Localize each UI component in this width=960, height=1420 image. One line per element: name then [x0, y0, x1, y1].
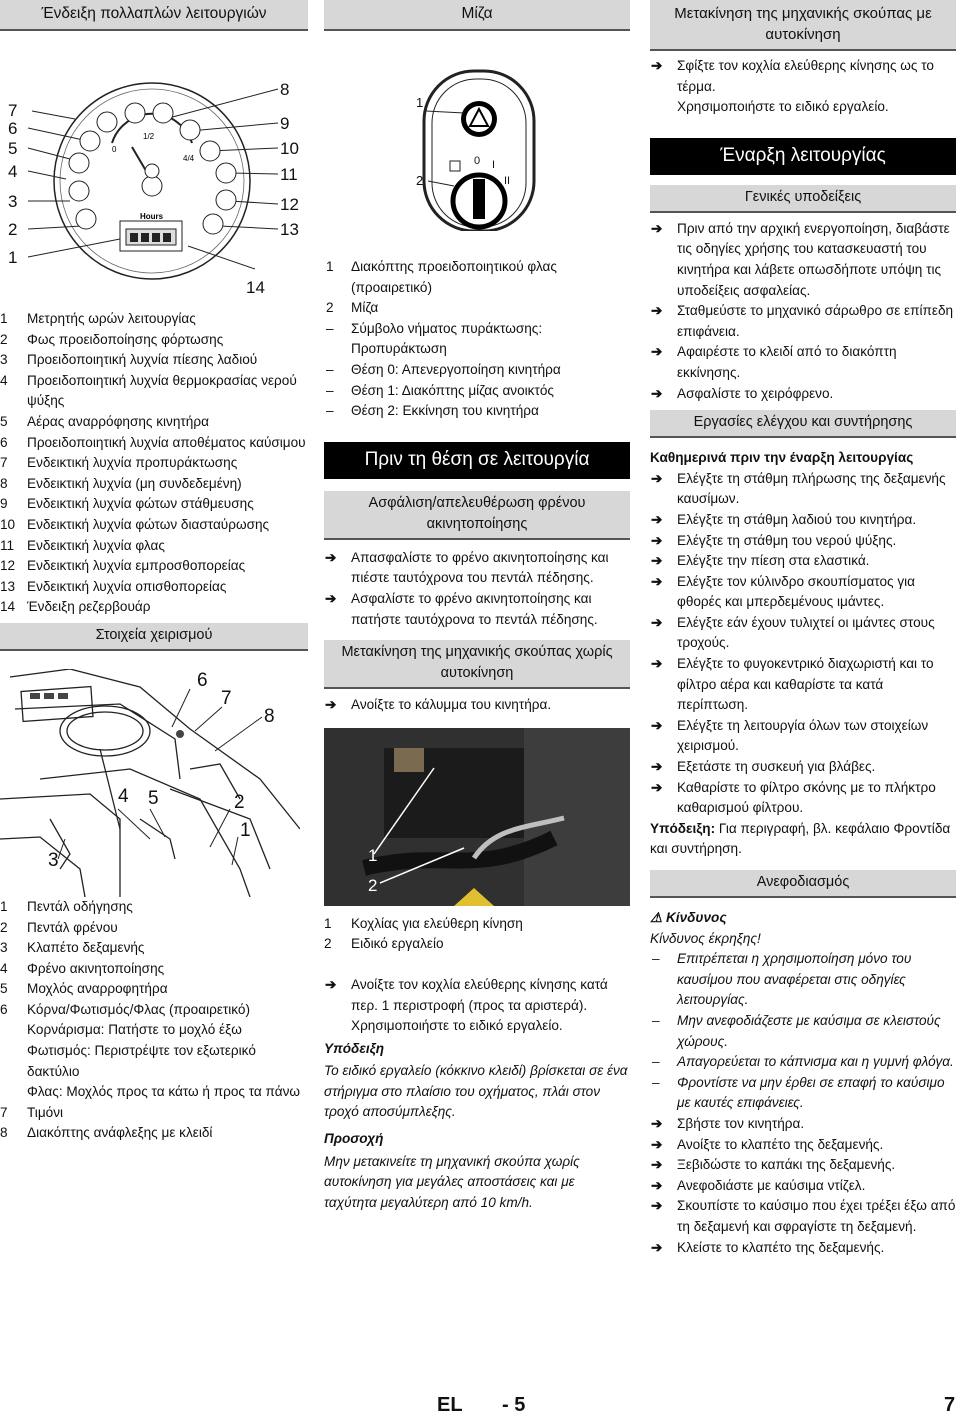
section-header-refuel: Ανεφοδιασμός — [650, 870, 956, 898]
svg-text:1/2: 1/2 — [143, 132, 155, 141]
legend-number: 11 — [0, 537, 15, 553]
arrow-step — [324, 548, 630, 589]
legend-item — [0, 412, 308, 433]
step-text: Σβήστε τον κινητήρα. — [677, 1115, 805, 1131]
legend-item — [0, 556, 308, 577]
legend-item — [324, 914, 630, 935]
svg-text:Hours: Hours — [140, 212, 164, 221]
arrow-right-icon: ➔ — [325, 590, 337, 606]
general-notes-list — [650, 219, 956, 404]
caution-text: Μην μετακινείτε τη μηχανική σκούπα χωρίς αυτοκίνηση για μεγάλες αποστάσεις και με ταχύτητα μεγαλύτερη από 10 km/h. — [324, 1153, 580, 1210]
legend-text: Ενδεικτική λυχνία οπισθοπορείας — [27, 578, 227, 594]
step-text: Ανοίξτε το κάλυμμα του κινητήρα. — [351, 697, 552, 713]
arrow-right-icon: ➔ — [651, 532, 663, 548]
arrow-step — [650, 716, 956, 757]
column-3 — [650, 0, 956, 1258]
step-text: Ελέγξτε τη στάθμη πλήρωσης της δεξαμενής καυσίμων. — [677, 470, 946, 507]
legend-number: 12 — [0, 558, 16, 574]
fig1-label-13: 13 — [280, 220, 299, 239]
arrow-step — [650, 1176, 956, 1197]
arrow-right-icon: ➔ — [325, 697, 337, 713]
legend-item — [0, 1020, 308, 1041]
ignition-figure — [324, 31, 630, 231]
legend-text: Θέση 2: Εκκίνηση του κινητήρα — [351, 403, 539, 419]
legend-text: Φλας: Μοχλός προς τα κάτω ή προς τα πάνω — [27, 1084, 301, 1100]
fig1-label-10: 10 — [280, 139, 299, 158]
daily-title: Καθημερινά πριν την έναρξη λειτουργίας — [650, 450, 914, 466]
legend-text: Ένδειξη ρεζερβουάρ — [27, 599, 151, 615]
svg-text:0: 0 — [112, 145, 117, 154]
legend-text: Προειδοποιητική λυχνία θερμοκρασίας νερού ψύξης — [27, 372, 297, 409]
legend-item — [0, 330, 308, 351]
arrow-right-icon: ➔ — [651, 1239, 663, 1255]
photo-label-1: 1 — [368, 845, 378, 865]
fig1-label-1: 1 — [8, 248, 18, 267]
arrow-step — [324, 695, 630, 716]
legend-number: – — [326, 403, 334, 419]
black-header-before-start: Πριν τη θέση σε λειτουργία — [324, 442, 630, 479]
legend-text: Ενδεικτική λυχνία εμπροσθοπορείας — [27, 558, 246, 574]
danger-item — [650, 1073, 956, 1114]
step-text: Καθαρίστε το φίλτρο σκόνης με το πλήκτρο καθαρισμού φίλτρου. — [677, 779, 936, 816]
legend-number: 1 — [0, 898, 8, 914]
legend-text: Αέρας αναρρόφησης κινητήρα — [27, 413, 209, 429]
step-text: Ελέγξτε εάν έχουν τυλιχτεί οι ιμάντες στους τροχούς. — [677, 614, 935, 651]
arrow-step — [650, 219, 956, 301]
step-text: Σταθμεύστε το μηχανικό σάρωθρο σε επίπεδη επιφάνεια. — [677, 303, 954, 339]
legend-number: 1 — [0, 311, 8, 326]
legend-text: Προειδοποιητική λυχνία αποθέματος καύσιμου — [27, 434, 306, 450]
section-header-multifunction-display: Ένδειξη πολλαπλών λειτουργιών — [0, 0, 308, 31]
dash-bullet: – — [652, 1012, 660, 1028]
display-legend — [0, 309, 308, 618]
legend-item — [0, 918, 308, 939]
fig1-label-6: 6 — [8, 119, 18, 138]
ign-pos-1: I — [492, 159, 496, 171]
ignition-drawing — [324, 31, 630, 231]
column-1 — [0, 0, 308, 1144]
fig2-label-2: 2 — [234, 791, 245, 813]
legend-item — [324, 319, 630, 360]
controls-legend — [0, 897, 308, 1144]
arrow-right-icon: ➔ — [651, 385, 663, 401]
step-text: Σκουπίστε το καύσιμο που έχει τρέξει έξω από τη δεξαμενή και σφραγίστε τη δεξαμενή. — [677, 1198, 956, 1234]
hint-label: Υπόδειξη: — [650, 820, 716, 836]
step-text: Ανοίξτε το κλαπέτο της δεξαμενής. — [677, 1136, 884, 1152]
arrow-step — [650, 531, 956, 552]
legend-number: 2 — [0, 331, 8, 347]
arrow-step — [650, 654, 956, 716]
legend-number: – — [326, 382, 334, 398]
engine-photo — [324, 728, 630, 906]
multifunction-display-figure — [0, 31, 308, 297]
legend-text: Ενδεικτική λυχνία φώτων στάθμευσης — [27, 496, 254, 512]
legend-text: Μίζα — [351, 300, 379, 316]
step-text: Ασφαλίστε το χειρόφρενο. — [677, 385, 834, 401]
step-text: Πριν από την αρχική ενεργοποίηση, διαβάστε τις οδηγίες χρήσης του κατασκευαστή του κινητήρα και λάβετε οπωσδήποτε υπόψη τις υποδείξεις ασφαλείας. — [677, 220, 950, 298]
arrow-right-icon: ➔ — [651, 470, 663, 486]
step-text: Ξεβιδώστε το καπάκι της δεξαμενής. — [677, 1157, 896, 1173]
legend-text: Ενδεικτική λυχνία φώτων διασταύρωσης — [27, 516, 270, 532]
legend-number: – — [326, 320, 334, 336]
legend-text: Κορνάρισμα: Πατήστε το μοχλό έξω — [27, 1022, 242, 1038]
arrow-right-icon: ➔ — [651, 656, 663, 672]
controls-figure — [0, 669, 300, 897]
legend-number: 5 — [0, 413, 8, 429]
arrow-right-icon: ➔ — [651, 1157, 663, 1173]
caution-title: Προσοχή — [324, 1131, 384, 1147]
fig2-label-8: 8 — [264, 705, 275, 727]
legend-number: 1 — [326, 259, 334, 274]
legend-number: 7 — [0, 1104, 8, 1120]
danger-text: Απαγορεύεται το κάπνισμα και η γυμνή φλόγα. — [677, 1054, 954, 1070]
danger-item — [650, 1011, 956, 1052]
arrow-right-icon: ➔ — [651, 717, 663, 733]
warning-triangle-icon: ⚠ — [650, 910, 663, 925]
note-text: Το ειδικό εργαλείο (κόκκινο κλειδί) βρίσκεται σε ένα στήριγμα στο πλαίσιο του οχήματος, πλάι στον τροχό αποσύμπλεξης. — [324, 1063, 628, 1120]
step-text: Ασφαλίστε το φρένο ακινητοποίησης και πατήστε ταυτόχρονα το πεντάλ πέδησης. — [351, 590, 598, 627]
section-header-ignition: Μίζα — [324, 0, 630, 31]
section-header-parking-brake: Ασφάλιση/απελευθέρωση φρένου ακινητοποίησης — [324, 491, 630, 540]
ign-label-2: 2 — [416, 173, 424, 188]
legend-item — [0, 494, 308, 515]
danger-subtitle: Κίνδυνος έκρηξης! — [650, 930, 761, 946]
danger-title-line — [650, 908, 956, 929]
legend-item — [0, 938, 308, 959]
legend-number: 1 — [324, 915, 332, 931]
ignition-legend — [324, 257, 630, 422]
danger-title: Κίνδυνος — [665, 910, 727, 925]
fig2-label-7: 7 — [221, 687, 232, 709]
legend-item — [0, 433, 308, 454]
legend-text: Σύμβολο νήματος πυράκτωσης: Προπυράκτωση — [351, 320, 543, 357]
legend-number: 8 — [0, 1125, 8, 1141]
danger-list — [650, 949, 956, 1114]
fig1-label-12: 12 — [280, 195, 299, 214]
arrow-step — [650, 1135, 956, 1156]
footer-language: EL — [437, 1394, 463, 1416]
arrow-right-icon: ➔ — [651, 779, 663, 795]
legend-item — [0, 371, 308, 412]
daily-checks-list — [650, 469, 956, 819]
column-2 — [324, 0, 630, 1213]
hint-line — [650, 819, 956, 860]
ign-pos-2: II — [504, 175, 511, 187]
fig2-label-1: 1 — [240, 819, 251, 841]
step-text: Εξετάστε τη συσκευή για βλάβες. — [677, 759, 876, 775]
legend-text: Φως προειδοποίησης φόρτωσης — [27, 331, 224, 347]
legend-item — [0, 979, 308, 1000]
legend-text: Ενδεικτική λυχνία (μη συνδεδεμένη) — [27, 475, 242, 491]
legend-text: Φρένο ακινητοποίησης — [27, 960, 165, 976]
fig2-label-4: 4 — [118, 785, 129, 807]
arrow-step — [650, 613, 956, 654]
parking-brake-steps — [324, 548, 630, 630]
arrow-right-icon: ➔ — [651, 220, 663, 236]
use-special-tool-text-2: Χρησιμοποιήστε το ειδικό εργαλείο. — [677, 99, 889, 115]
section-header-general-notes: Γενικές υποδείξεις — [650, 185, 956, 213]
legend-number: 6 — [0, 434, 8, 450]
arrow-right-icon: ➔ — [651, 1198, 663, 1214]
fig1-label-2: 2 — [8, 220, 18, 239]
hint-text: Για περιγραφή, βλ. κεφάλαιο Φροντίδα και συντήρηση. — [650, 820, 951, 857]
dash-bullet: – — [652, 951, 660, 967]
legend-text: Ενδεικτική λυχνία προπυράκτωσης — [27, 455, 238, 471]
step-text: Ελέγξτε τη στάθμη του νερού ψύξης. — [677, 532, 897, 548]
step-text: Ελέγξτε την πίεση στα ελαστικά. — [677, 553, 870, 569]
legend-item — [0, 959, 308, 980]
legend-number: 5 — [0, 981, 8, 997]
step-text: Ανεφοδιάστε με καύσιμα ντίζελ. — [677, 1177, 866, 1193]
fig1-label-11: 11 — [280, 165, 298, 184]
arrow-right-icon: ➔ — [651, 759, 663, 775]
legend-number: 14 — [0, 599, 16, 615]
legend-number: 9 — [0, 496, 8, 512]
section-header-move-with-drive: Μετακίνηση της μηχανικής σκούπας με αυτοκίνηση — [650, 0, 956, 51]
legend-number: 13 — [0, 578, 16, 594]
arrow-right-icon: ➔ — [325, 976, 337, 992]
fig1-label-7: 7 — [8, 101, 18, 120]
step-text: Απασφαλίστε το φρένο ακινητοποίησης και πιέστε ταυτόχρονα του πεντάλ πέδησης. — [351, 549, 609, 586]
step-text: Ελέγξτε το φυγοκεντρικό διαχωριστή και το φίλτρο αέρα και καθαρίστε τα κατά περίπτωση. — [677, 656, 934, 713]
danger-text: Επιτρέπεται η χρησιμοποίηση μόνο του καυσίμου που αναφέρεται στις οδηγίες λειτουργίας. — [677, 951, 912, 1008]
arrow-right-icon: ➔ — [651, 553, 663, 569]
legend-item — [0, 536, 308, 557]
fig2-label-5: 5 — [148, 787, 159, 809]
controls-drawing — [0, 669, 300, 897]
fig1-label-3: 3 — [8, 192, 18, 211]
arrow-right-icon: ➔ — [651, 1177, 663, 1193]
arrow-step — [650, 342, 956, 383]
arrow-step — [650, 778, 956, 819]
legend-text: Μετρητής ωρών λειτουργίας — [27, 311, 196, 326]
arrow-step — [650, 469, 956, 510]
legend-text: Κόρνα/Φωτισμός/Φλας (προαιρετικό) — [27, 1001, 250, 1017]
note-title: Υπόδειξη — [324, 1040, 385, 1056]
arrow-step — [324, 589, 630, 630]
dash-bullet: – — [652, 1054, 660, 1070]
ign-label-1: 1 — [416, 95, 424, 110]
legend-text: Θέση 1: Διακόπτης μίζας ανοικτός — [351, 382, 554, 398]
arrow-step — [650, 757, 956, 778]
step-text: Ελέγξτε τον κύλινδρο σκουπίσματος για φθορές και μπερδεμένους ιμάντες. — [677, 573, 916, 610]
legend-item — [324, 401, 630, 422]
fig2-label-6: 6 — [197, 669, 208, 691]
section-header-inspection: Εργασίες ελέγχου και συντήρησης — [650, 410, 956, 438]
legend-number: – — [326, 361, 334, 377]
legend-text: Διακόπτης ανάφλεξης με κλειδί — [27, 1125, 213, 1141]
step-text: Ελέγξτε τη λειτουργία όλων των στοιχείων χειρισμού. — [677, 717, 929, 754]
legend-number: 10 — [0, 516, 16, 532]
legend-text: Μοχλός αναρροφητήρα — [27, 981, 168, 997]
arrow-right-icon: ➔ — [651, 1115, 663, 1131]
arrow-right-icon: ➔ — [651, 344, 663, 360]
legend-item — [0, 350, 308, 371]
move-without-drive-steps — [324, 695, 630, 716]
legend-number: 7 — [0, 455, 8, 471]
arrow-step — [650, 301, 956, 342]
legend-item — [0, 474, 308, 495]
legend-text: Θέση 0: Απενεργοποίηση κινητήρα — [351, 361, 561, 377]
arrow-step — [650, 384, 956, 405]
legend-text: Ειδικό εργαλείο — [351, 936, 444, 952]
fig1-label-8: 8 — [280, 80, 290, 99]
fig1-label-5: 5 — [8, 139, 18, 158]
legend-item — [324, 381, 630, 402]
arrow-right-icon: ➔ — [651, 1136, 663, 1152]
photo-legend — [324, 914, 630, 955]
legend-item — [0, 897, 308, 918]
legend-item — [0, 1123, 308, 1144]
arrow-right-icon: ➔ — [651, 614, 663, 630]
legend-number: 2 — [326, 300, 334, 316]
refuel-steps — [650, 1114, 956, 1258]
footer-page: - 5 — [502, 1394, 526, 1416]
danger-text: Φροντίστε να μην έρθει σε επαφή το καύσιμο με καυτές επιφάνειες. — [677, 1074, 945, 1111]
step-text: Ανοίξτε τον κοχλία ελεύθερης κίνησης κατά περ. 1 περιστροφή (προς τα αριστερά). — [351, 976, 608, 1013]
fig1-label-4: 4 — [8, 162, 18, 181]
move-with-drive-steps — [650, 56, 956, 97]
arrow-right-icon: ➔ — [651, 303, 663, 319]
arrow-step — [650, 1114, 956, 1135]
legend-item — [0, 1082, 308, 1103]
legend-item — [324, 298, 630, 319]
danger-item — [650, 949, 956, 1011]
danger-text: Μην ανεφοδιάζεστε με καύσιμα σε κλειστούς χώρους. — [677, 1012, 941, 1049]
free-wheel-steps — [324, 975, 630, 1016]
fig2-label-3: 3 — [48, 849, 59, 871]
legend-number: 3 — [0, 352, 8, 368]
arrow-right-icon: ➔ — [651, 573, 663, 589]
danger-item — [650, 1052, 956, 1073]
photo-label-2: 2 — [368, 875, 378, 895]
legend-text: Πεντάλ φρένου — [27, 919, 118, 935]
legend-number: 4 — [0, 960, 8, 976]
black-header-start-operation: Έναρξη λειτουργίας — [650, 138, 956, 175]
legend-text: Κλαπέτο δεξαμενής — [27, 940, 145, 956]
ign-pos-0: 0 — [474, 155, 481, 167]
legend-text: Ενδεικτική λυχνία φλας — [27, 537, 165, 553]
legend-item — [324, 934, 630, 955]
step-text: Αφαιρέστε το κλειδί από το διακόπτη εκκίνησης. — [677, 344, 897, 380]
arrow-step — [650, 510, 956, 531]
step-text: Σφίξτε τον κοχλία ελεύθερης κίνησης ως το τέρμα. — [677, 58, 934, 94]
arrow-right-icon: ➔ — [651, 511, 663, 527]
step-text: Ελέγξτε τη στάθμη λαδιού του κινητήρα. — [677, 511, 917, 527]
legend-item — [0, 309, 308, 330]
legend-item — [0, 453, 308, 474]
legend-text: Κοχλίας για ελεύθερη κίνηση — [351, 915, 523, 931]
legend-text: Πεντάλ οδήγησης — [27, 898, 133, 914]
dashboard-drawing — [0, 31, 308, 283]
legend-item — [0, 515, 308, 536]
section-header-move-without-drive: Μετακίνηση της μηχανικής σκούπας χωρίς αυτοκίνηση — [324, 640, 630, 689]
arrow-right-icon: ➔ — [651, 58, 663, 73]
legend-text: Διακόπτης προειδοποιητικού φλας (προαιρετικό) — [351, 259, 557, 295]
footer-page-right: 7 — [944, 1394, 956, 1416]
legend-number: 2 — [324, 936, 332, 952]
arrow-step — [650, 56, 956, 97]
legend-number: 6 — [0, 1001, 8, 1017]
legend-item — [0, 1041, 308, 1082]
legend-item — [0, 597, 308, 618]
legend-item — [324, 257, 630, 298]
section-header-controls: Στοιχεία χειρισμού — [0, 623, 308, 651]
arrow-right-icon: ➔ — [325, 549, 337, 565]
legend-number: 8 — [0, 475, 8, 491]
arrow-step — [650, 1238, 956, 1259]
legend-item — [324, 360, 630, 381]
legend-text: Προειδοποιητική λυχνία πίεσης λαδιού — [27, 352, 258, 368]
legend-item — [0, 1103, 308, 1124]
dash-bullet: – — [652, 1074, 660, 1090]
arrow-step — [650, 551, 956, 572]
arrow-step — [650, 1196, 956, 1237]
fig1-label-9: 9 — [280, 114, 290, 133]
legend-text: Φωτισμός: Περιστρέψτε τον εξωτερικό δακτύλιο — [27, 1043, 256, 1079]
step-text: Κλείστε το κλαπέτο της δεξαμενής. — [677, 1239, 885, 1255]
fig1-label-14: 14 — [246, 278, 265, 297]
legend-number: 3 — [0, 940, 8, 956]
legend-number: 2 — [0, 919, 8, 935]
legend-item — [0, 577, 308, 598]
arrow-step — [650, 1155, 956, 1176]
use-special-tool-text: Χρησιμοποιήστε το ειδικό εργαλείο. — [351, 1018, 563, 1034]
svg-text:4/4: 4/4 — [183, 154, 195, 163]
legend-number: 4 — [0, 372, 8, 388]
arrow-step — [324, 975, 630, 1016]
arrow-step — [650, 572, 956, 613]
legend-item — [0, 1000, 308, 1021]
legend-text: Τιμόνι — [27, 1104, 64, 1120]
